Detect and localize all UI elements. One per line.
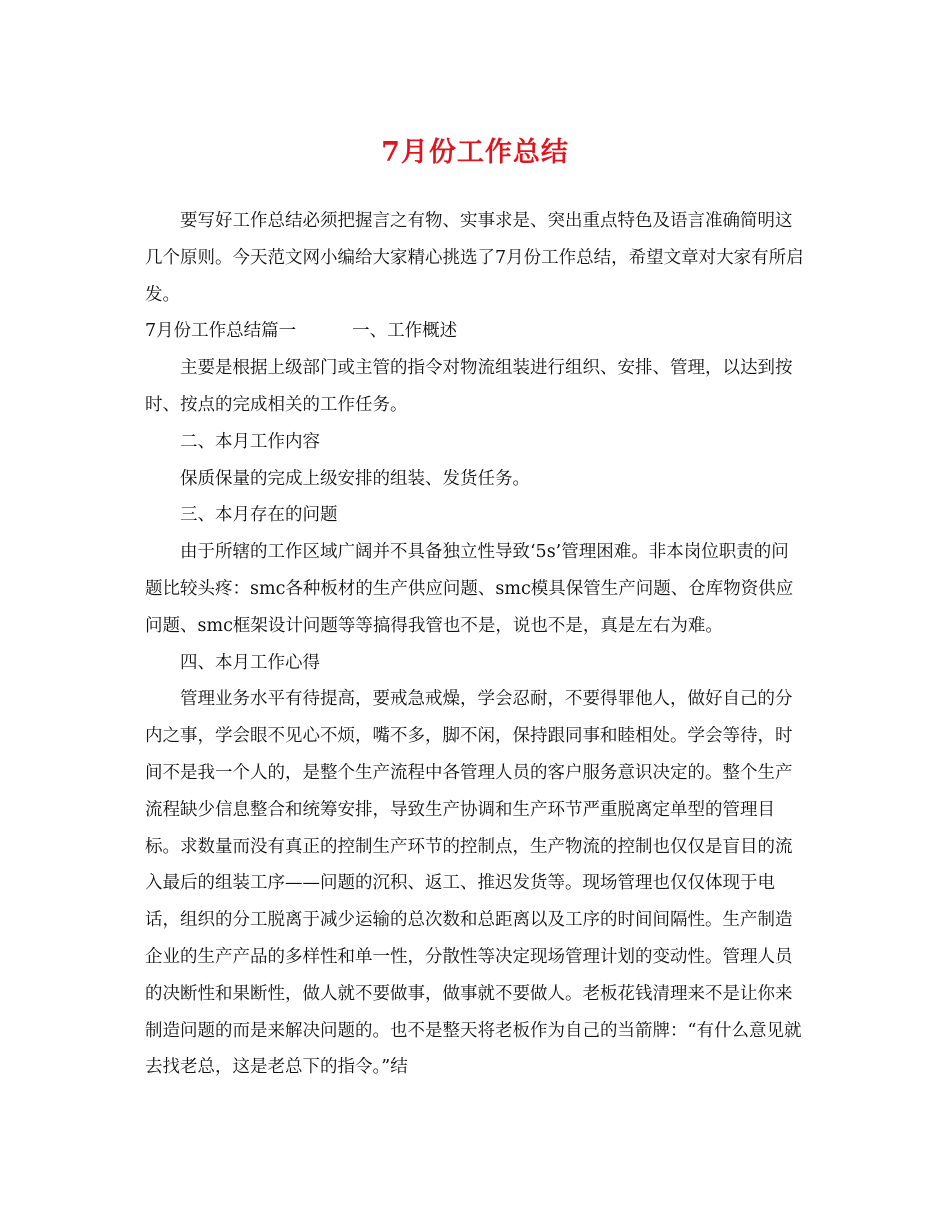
document-body — [145, 203, 805, 1086]
section-label: 7月份工作总结篇一 — [145, 321, 297, 342]
intro-paragraph: 要写好工作总结必须把握言之有物、实事求是、突出重点特色及语言准确简明这几个原则。今天范文网小编给大家精心挑选了7月份工作总结，希望文章对大家有所启发。 — [145, 211, 804, 305]
paragraph-work-content: 保质保量的完成上级安排的组装、发货任务。 — [180, 468, 530, 489]
section-line — [145, 313, 805, 350]
heading-work-content: 二、本月工作内容 — [180, 431, 320, 452]
paragraph-experience: 管理业务水平有待提高，要戒急戒燥，学会忍耐，不要得罪他人，做好自己的分内之事，学会眼不见心不烦，嘴不多，脚不闲，保持跟同事和睦相处。学会等待，时间不是我一个人的，是整个生产流程中各管理人员的客户服务意识决定的。整个生产流程缺少信息整合和统筹安排，导致生产协调和生产环节严重脱离定单型的管理目标。求数量而没有真正的控制生产环节的控制点，生产物流的控制也仅仅是盲目的流入最后的组装工序——问题的沉积、返工、推迟发货等。现场管理也仅仅体现于电话，组织的分工脱离于减少运输的总次数和总距离以及工序的时间间隔性。生产制造企业的生产产品的多样性和单一性，分散性等决定现场管理计划的变动性。管理人员的决断性和果断性，做人就不要做事，做事就不要做人。老板花钱清理来不是让你来制造问题的而是来解决问题的。也不是整天将老板作为自己的当箭牌：“有什么意见就去找老总，这是老总下的指令。”结 — [145, 689, 802, 1078]
paragraph-overview: 主要是根据上级部门或主管的指令对物流组装进行组织、安排、管理，以达到按时、按点的完成相关的工作任务。 — [145, 358, 793, 415]
heading-experience: 四、本月工作心得 — [180, 652, 320, 673]
heading-problems: 三、本月存在的问题 — [180, 505, 338, 526]
paragraph-problems: 由于所辖的工作区域广阔并不具备独立性导致‘5s’管理困难。非本岗位职责的问题比较头疼：smc各种板材的生产供应问题、smc模具保管生产问题、仓库物资供应问题、smc框架设计问题等等搞得我管也不是，说也不是，真是左右为难。 — [145, 542, 794, 636]
document-title: 7月份工作总结 — [381, 137, 569, 168]
heading-overview: 一、工作概述 — [352, 321, 458, 342]
